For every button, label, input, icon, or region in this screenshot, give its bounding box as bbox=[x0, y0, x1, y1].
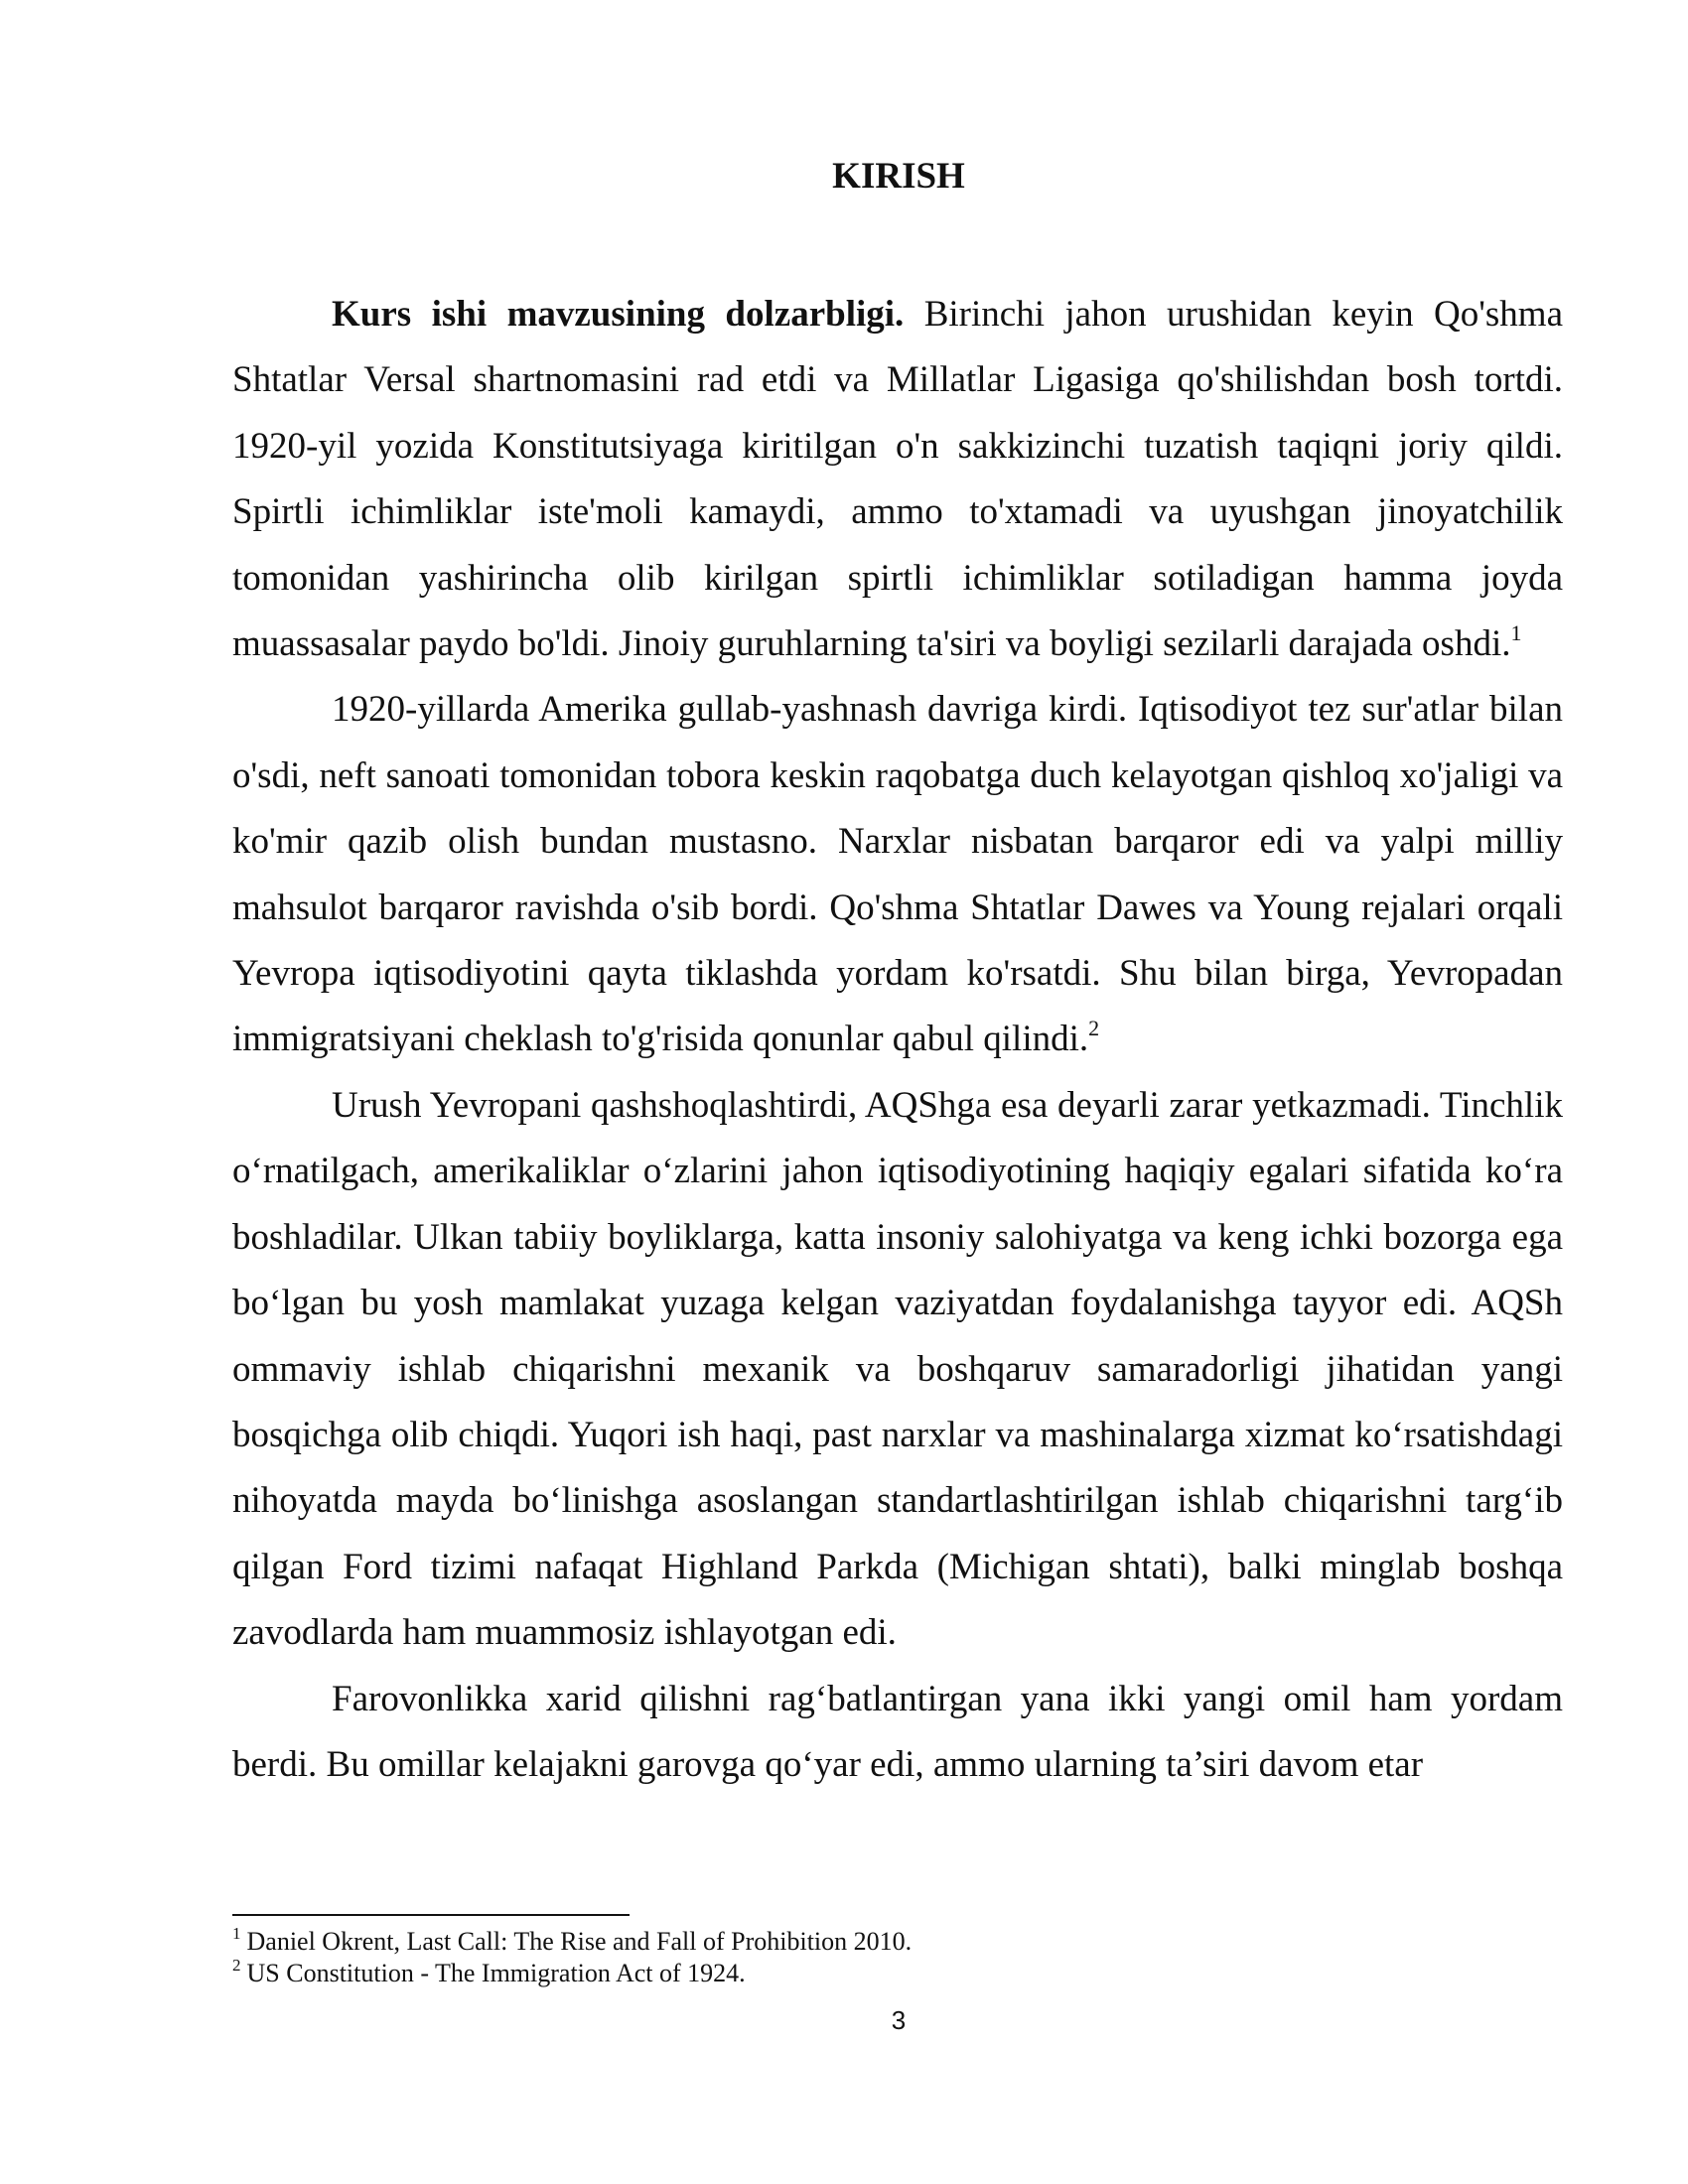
body-text bbox=[232, 282, 1563, 1798]
footnote bbox=[232, 1926, 1523, 1958]
footnote-text: US Constitution - The Immigration Act of 1924. bbox=[246, 1959, 746, 1987]
footnotes bbox=[232, 1926, 1523, 1989]
footnote-number: 2 bbox=[232, 1956, 241, 1976]
paragraph bbox=[232, 282, 1563, 677]
paragraph-text: Farovonlikka xarid qilishni rag‘batlantirgan yana ikki yangi omil ham yordam berdi. Bu omillar kelajakni garovga qo‘yar edi, ammo ularning ta’siri davom etar bbox=[232, 1678, 1563, 1785]
paragraph bbox=[232, 1667, 1563, 1799]
footnote-number: 1 bbox=[232, 1924, 241, 1944]
footnote-reference: 1 bbox=[1510, 619, 1522, 645]
paragraph-text: Birinchi jahon urushidan keyin Qo'shma Shtatlar Versal shartnomasini rad etdi va Millatlar Ligasiga qo'shilishdan bosh tortdi. 1920-yil yozida Konstitutsiyaga kiritilgan o'n sakkizinchi tuzatish taqiqni joriy qildi. Spirtli ichimliklar iste'moli kamaydi, ammo to'xtamadi va uyushgan jinoyatchilik tomonidan yashirincha olib kirilgan spirtli ichimliklar sotiladigan hamma joyda muassasalar paydo bo'ldi. Jinoiy guruhlarning ta'siri va boyligi sezilarli darajada oshdi. bbox=[232, 294, 1563, 665]
page-number: 3 bbox=[891, 2005, 907, 2035]
page-title: KIRISH bbox=[832, 156, 965, 197]
paragraph bbox=[232, 677, 1563, 1072]
paragraph-text: 1920-yillarda Amerika gullab-yashnash davriga kirdi. Iqtisodiyot tez sur'atlar bilan o'sdi, neft sanoati tomonidan tobora keskin raqobatga duch kelayotgan qishloq xo'jaligi va ko'mir qazib olish bundan mustasno. Narxlar nisbatan barqaror edi va yalpi milliy mahsulot barqaror ravishda o'sib bordi. Qo'shma Shtatlar Dawes va Young rejalari orqali Yevropa iqtisodiyotini qayta tiklashda yordam ko'rsatdi. Shu bilan birga, Yevropadan immigratsiyani cheklash to'g'risida qonunlar qabul qilindi. bbox=[232, 689, 1563, 1060]
paragraph-lead: Kurs ishi mavzusining dolzarbligi. bbox=[332, 294, 905, 335]
footnote-reference: 2 bbox=[1088, 1016, 1100, 1041]
footnote bbox=[232, 1958, 1523, 1989]
paragraph-text: Urush Yevropani qashshoqlashtirdi, AQShga esa deyarli zarar yetkazmadi. Tinchlik o‘rnatilgach, amerikaliklar o‘zlarini jahon iqtisodiyotining haqiqiy egalari sifatida ko‘ra boshladilar. Ulkan tabiiy boyliklarga, katta insoniy salohiyatga va keng ichki bozorga ega bo‘lgan bu yosh mamlakat yuzaga kelgan vaziyatdan foydalanishga tayyor edi. AQSh ommaviy ishlab chiqarishni mexanik va boshqaruv samaradorligi jihatidan yangi bosqichga olib chiqdi. Yuqori ish haqi, past narxlar va mashinalarga xizmat ko‘rsatishdagi nihoyatda mayda bo‘linishga asoslangan standartlashtirilgan ishlab chiqarishni targ‘ib qilgan Ford tizimi nafaqat Highland Parkda (Michigan shtati), balki minglab boshqa zavodlarda ham muammosiz ishlayotgan edi. bbox=[232, 1084, 1563, 1654]
footnote-text: Daniel Okrent, Last Call: The Rise and Fall of Prohibition 2010. bbox=[246, 1927, 913, 1956]
paragraph bbox=[232, 1073, 1563, 1667]
footnote-separator bbox=[232, 1914, 630, 1916]
